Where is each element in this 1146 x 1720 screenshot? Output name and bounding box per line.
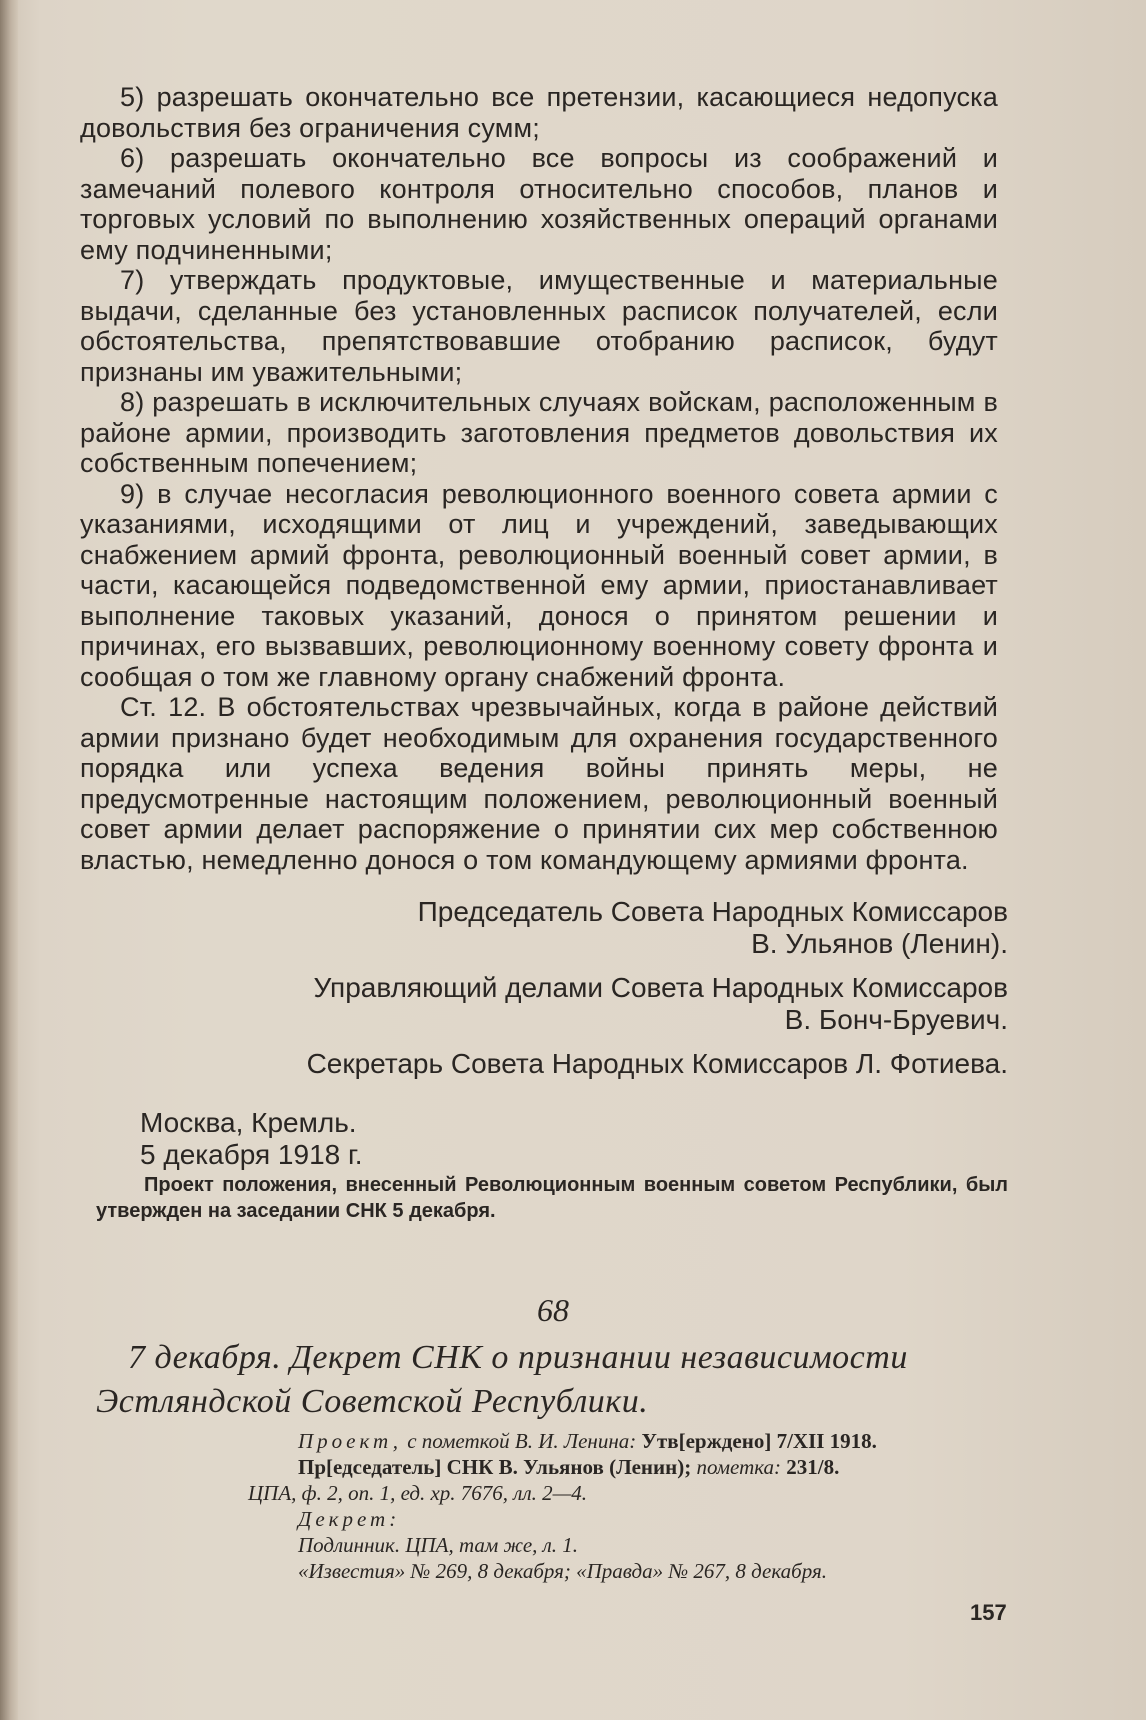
chairman-name: В. Ульянов (Ленин). bbox=[751, 928, 1008, 959]
archive-reference: ЦПА, ф. 2, оп. 1, ед. хр. 7676, лл. 2—4. bbox=[248, 1481, 588, 1505]
press-reference: «Известия» № 269, 8 декабря; «Правда» № 267, 8 декабря. bbox=[298, 1559, 827, 1583]
page-number: 157 bbox=[970, 1600, 1007, 1625]
decree-label: Декрет: bbox=[298, 1507, 401, 1531]
manager-name: В. Бонч-Бруевич. bbox=[784, 1004, 1008, 1035]
document-title: 7 декабря. Декрет СНК о признании независимости Эстляндской Советской Республики. bbox=[96, 1339, 908, 1420]
draft-label: Проект, bbox=[298, 1429, 402, 1453]
paragraph-item-5: 5) разрешать окончательно все претензии, касающиеся недопуска довольствия без ограничения сумм; bbox=[80, 82, 998, 143]
paragraph-item-7: 7) утверждать продуктовые, имущественные и материальные выдачи, сделанные без установленных расписок получателей, если обстоятельства, препятствовавшие отобранию расписок, будут признаны им уважительными; bbox=[80, 265, 998, 387]
manager-signature bbox=[80, 972, 1008, 1036]
draft-approved: Утв[ерждено] 7/XII 1918. Пр[едседатель] СНК В. Ульянов (Ленин); bbox=[298, 1429, 877, 1479]
document-number: 68 bbox=[537, 1292, 569, 1328]
book-spine-shadow bbox=[0, 0, 18, 1720]
sources-block bbox=[248, 1428, 1018, 1584]
draft-mark: с пометкой В. И. Ленина: bbox=[407, 1429, 637, 1453]
secretary-signature bbox=[80, 1048, 1008, 1080]
signatures bbox=[80, 896, 1008, 1092]
paragraph-item-9: 9) в случае несогласия революционного военного совета армии с указаниями, исходящими от лиц и учреждений, заведывающих снабжением армий фронта, революционный военный совет армии, в части, касающейся подведомственной ему армии, приостанавливает выполнение таковых указаний, донося о принятом решении и причинах, его вызвавших, революционному военному совету фронта и сообщая о том же главному органу снабжений фронта. bbox=[80, 478, 998, 692]
mark-label: пометка: bbox=[696, 1455, 782, 1479]
date: 5 декабря 1918 г. bbox=[140, 1139, 363, 1170]
place-date bbox=[140, 1107, 363, 1171]
draft-source-line bbox=[248, 1428, 1018, 1480]
body-text bbox=[80, 82, 998, 875]
place: Москва, Кремль. bbox=[140, 1107, 357, 1138]
editorial-note: Проект положения, внесенный Революционным военным советом Республики, был утвержден на заседании СНК 5 декабря. bbox=[96, 1174, 1008, 1222]
original-reference: Подлинник. ЦПА, там же, л. 1. bbox=[298, 1533, 579, 1557]
paragraph-item-8: 8) разрешать в исключительных случаях войскам, расположенным в районе армии, производить заготовления предметов довольствия их собственным попечением; bbox=[80, 387, 998, 478]
paragraph-item-6: 6) разрешать окончательно все вопросы из соображений и замечаний полевого контроля относительно способов, планов и торговых условий по выполнению хозяйственных операций органами ему подчиненными; bbox=[80, 143, 998, 265]
secretary-line: Секретарь Совета Народных Комиссаров Л. Фотиева. bbox=[306, 1048, 1008, 1079]
chairman-title: Председатель Совета Народных Комиссаров bbox=[417, 896, 1008, 927]
chairman-signature bbox=[80, 896, 1008, 960]
manager-title: Управляющий делами Совета Народных Комиссаров bbox=[313, 972, 1008, 1003]
mark-value: 231/8. bbox=[786, 1455, 840, 1479]
paragraph-article-12: Ст. 12. В обстоятельствах чрезвычайных, когда в районе действий армии признано будет необходимым для охранения государственного порядка или успеха ведения войны принять меры, не предусмотренные настоящим положением, революционный военный совет армии делает распоряжение о принятии сих мер собственною властью, немедленно донося о том командующему армиями фронта. bbox=[80, 692, 998, 875]
